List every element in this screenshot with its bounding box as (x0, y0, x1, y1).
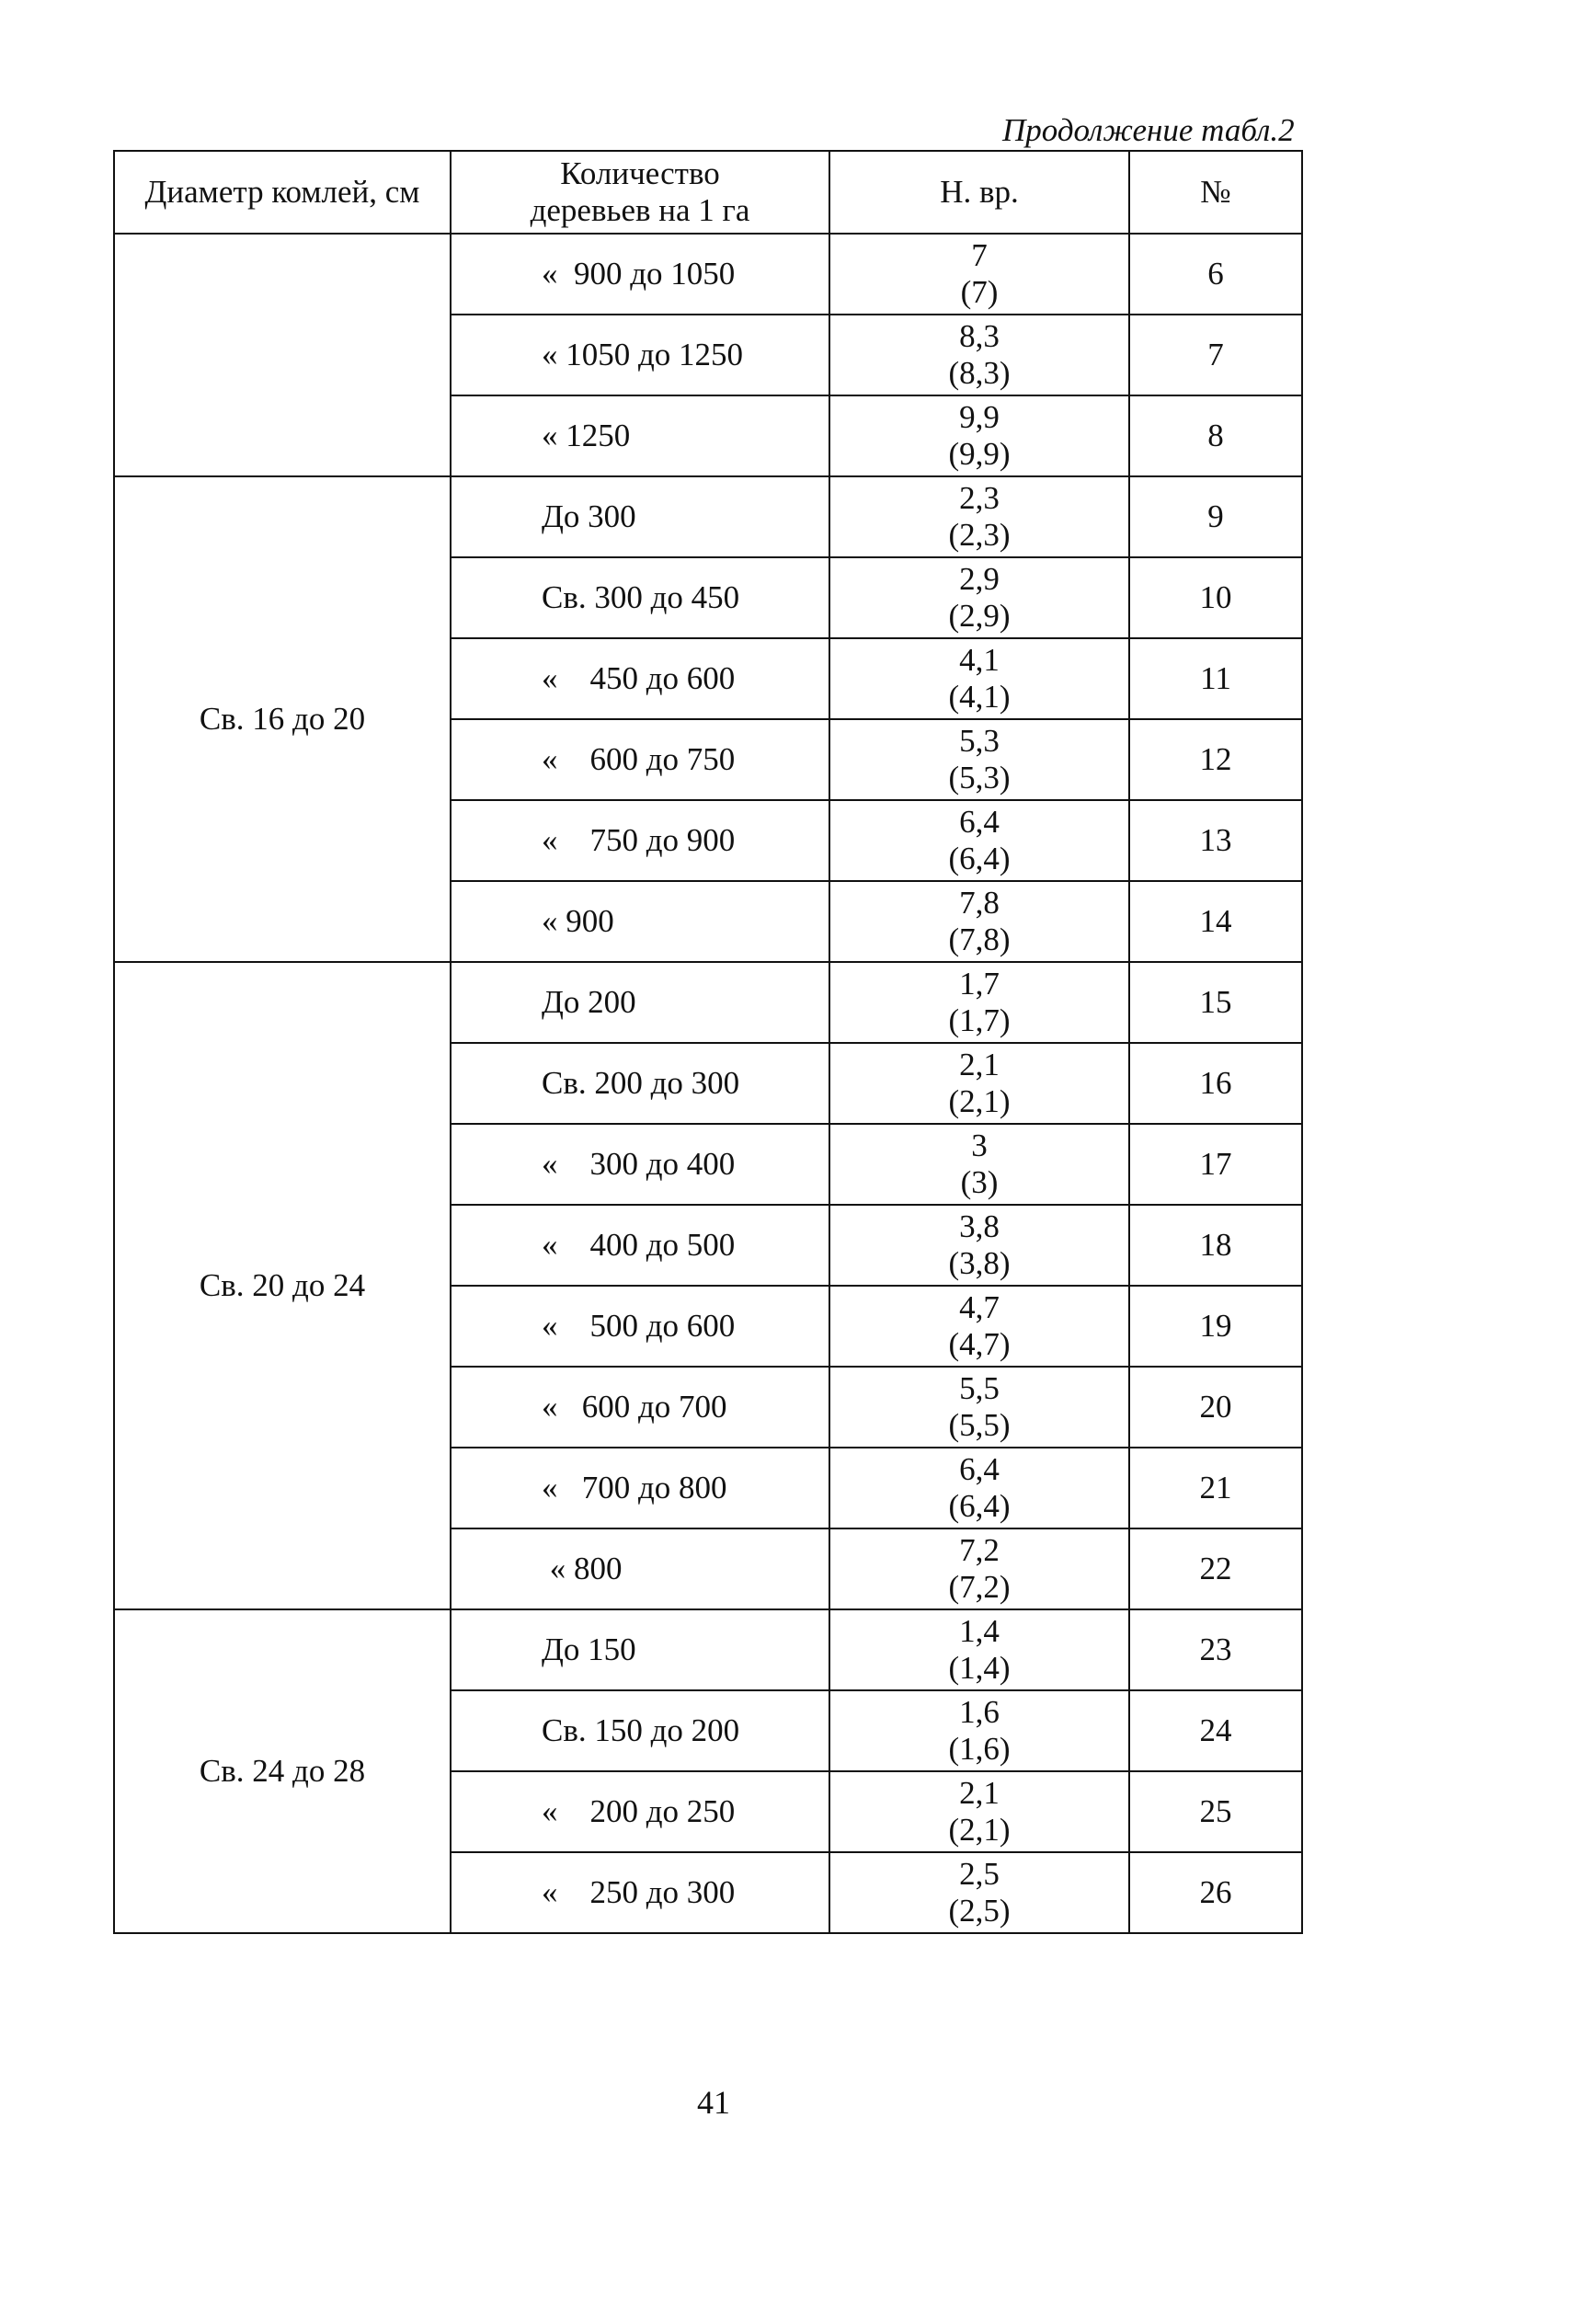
tree-count-cell: « 500 до 600 (451, 1286, 829, 1367)
row-number-cell: 11 (1129, 638, 1302, 719)
time-norm-cell (829, 1286, 1129, 1367)
time-norm-paren-value: (2,3) (948, 517, 1011, 553)
time-norm-value: 8,3 (959, 318, 1000, 354)
time-norm-value: 4,7 (959, 1289, 1000, 1325)
row-number-cell: 10 (1129, 557, 1302, 638)
time-norm-value: 2,1 (959, 1775, 1000, 1811)
tree-count-cell: « 750 до 900 (451, 800, 829, 881)
row-number-cell: 15 (1129, 962, 1302, 1043)
time-norm-value: 2,9 (959, 561, 1000, 597)
time-norm-cell (829, 1205, 1129, 1286)
page-number: 41 (697, 2084, 730, 2121)
time-norm-cell (829, 557, 1129, 638)
time-norm-paren-value: (1,4) (948, 1650, 1011, 1686)
tree-count-cell: До 300 (451, 476, 829, 557)
time-norm-paren-value: (4,7) (948, 1326, 1011, 1362)
time-norm-cell (829, 234, 1129, 315)
row-number-cell: 25 (1129, 1771, 1302, 1852)
table-continuation-caption: Продолжение табл.2 (1002, 112, 1295, 148)
tree-count-cell: До 150 (451, 1609, 829, 1690)
time-norm-paren-value: (1,7) (948, 1002, 1011, 1038)
tree-count-cell: « 200 до 250 (451, 1771, 829, 1852)
time-norm-cell (829, 1609, 1129, 1690)
tree-count-cell: « 800 (451, 1528, 829, 1609)
time-norm-cell (829, 881, 1129, 962)
tree-count-cell: « 900 (451, 881, 829, 962)
time-norm-value: 5,5 (959, 1370, 1000, 1406)
row-number-cell: 13 (1129, 800, 1302, 881)
time-norm-cell (829, 1528, 1129, 1609)
time-norm-cell (829, 1043, 1129, 1124)
time-norm-cell (829, 1690, 1129, 1771)
time-norm-value: 2,1 (959, 1047, 1000, 1082)
time-norm-paren-value: (6,4) (948, 1488, 1011, 1524)
row-number-cell: 23 (1129, 1609, 1302, 1690)
time-norm-paren-value: (7,8) (948, 922, 1011, 957)
time-norm-value: 5,3 (959, 723, 1000, 759)
time-norm-paren-value: (3) (960, 1164, 999, 1200)
tree-count-cell: « 600 до 700 (451, 1367, 829, 1448)
tree-count-cell: « 600 до 750 (451, 719, 829, 800)
time-norm-paren-value: (5,5) (948, 1407, 1011, 1443)
time-norm-value: 1,6 (959, 1694, 1000, 1730)
time-norm-cell (829, 638, 1129, 719)
row-number-cell: 14 (1129, 881, 1302, 962)
time-norm-value: 6,4 (959, 1451, 1000, 1487)
tree-count-cell: « 700 до 800 (451, 1448, 829, 1528)
header-tree-count-line2: деревьев на 1 га (530, 192, 750, 228)
time-norm-paren-value: (5,3) (948, 760, 1011, 796)
table-row (114, 962, 1302, 1043)
diameter-group-cell: Св. 20 до 24 (114, 962, 451, 1609)
time-norm-paren-value: (6,4) (948, 841, 1011, 876)
row-number-cell: 6 (1129, 234, 1302, 315)
time-norm-cell (829, 1771, 1129, 1852)
time-norm-paren-value: (7) (960, 274, 999, 310)
row-number-cell: 18 (1129, 1205, 1302, 1286)
time-norm-cell (829, 395, 1129, 476)
time-norm-value: 7 (971, 237, 988, 273)
time-norm-value: 6,4 (959, 804, 1000, 840)
table-row (114, 234, 1302, 315)
time-norm-paren-value: (9,9) (948, 436, 1011, 472)
header-number: № (1129, 151, 1302, 234)
diameter-group-cell: Св. 24 до 28 (114, 1609, 451, 1933)
time-norm-paren-value: (2,1) (948, 1083, 1011, 1119)
time-norm-cell (829, 1124, 1129, 1205)
row-number-cell: 24 (1129, 1690, 1302, 1771)
norm-table (113, 150, 1303, 1934)
time-norm-paren-value: (2,9) (948, 598, 1011, 634)
row-number-cell: 7 (1129, 315, 1302, 395)
row-number-cell: 12 (1129, 719, 1302, 800)
time-norm-cell (829, 962, 1129, 1043)
table-header-row (114, 151, 1302, 234)
time-norm-cell (829, 719, 1129, 800)
tree-count-cell: Св. 150 до 200 (451, 1690, 829, 1771)
time-norm-value: 1,4 (959, 1613, 1000, 1649)
header-time-norm: Н. вр. (829, 151, 1129, 234)
row-number-cell: 16 (1129, 1043, 1302, 1124)
time-norm-paren-value: (3,8) (948, 1245, 1011, 1281)
time-norm-value: 7,8 (959, 885, 1000, 921)
header-tree-count (451, 151, 829, 234)
time-norm-paren-value: (2,5) (948, 1893, 1011, 1929)
row-number-cell: 26 (1129, 1852, 1302, 1933)
diameter-group-cell: Св. 16 до 20 (114, 476, 451, 962)
time-norm-value: 2,5 (959, 1856, 1000, 1892)
time-norm-paren-value: (2,1) (948, 1812, 1011, 1848)
tree-count-cell: « 1250 (451, 395, 829, 476)
time-norm-value: 7,2 (959, 1532, 1000, 1568)
time-norm-paren-value: (1,6) (948, 1731, 1011, 1767)
row-number-cell: 21 (1129, 1448, 1302, 1528)
row-number-cell: 9 (1129, 476, 1302, 557)
time-norm-paren-value: (4,1) (948, 679, 1011, 715)
time-norm-value: 1,7 (959, 966, 1000, 1002)
time-norm-cell (829, 476, 1129, 557)
row-number-cell: 17 (1129, 1124, 1302, 1205)
table-body (114, 234, 1302, 1933)
tree-count-cell: Св. 300 до 450 (451, 557, 829, 638)
time-norm-value: 9,9 (959, 399, 1000, 435)
tree-count-cell: « 450 до 600 (451, 638, 829, 719)
table-row (114, 476, 1302, 557)
table-row (114, 1609, 1302, 1690)
time-norm-value: 4,1 (959, 642, 1000, 678)
time-norm-value: 2,3 (959, 480, 1000, 516)
time-norm-value: 3 (971, 1128, 988, 1163)
header-tree-count-line1: Количество (560, 155, 720, 191)
tree-count-cell: « 900 до 1050 (451, 234, 829, 315)
row-number-cell: 19 (1129, 1286, 1302, 1367)
tree-count-cell: Св. 200 до 300 (451, 1043, 829, 1124)
diameter-group-cell (114, 234, 451, 476)
time-norm-cell (829, 1367, 1129, 1448)
tree-count-cell: « 1050 до 1250 (451, 315, 829, 395)
time-norm-cell (829, 1448, 1129, 1528)
time-norm-cell (829, 315, 1129, 395)
time-norm-value: 3,8 (959, 1208, 1000, 1244)
row-number-cell: 8 (1129, 395, 1302, 476)
tree-count-cell: До 200 (451, 962, 829, 1043)
time-norm-cell (829, 800, 1129, 881)
tree-count-cell: « 300 до 400 (451, 1124, 829, 1205)
tree-count-cell: « 400 до 500 (451, 1205, 829, 1286)
time-norm-paren-value: (7,2) (948, 1569, 1011, 1605)
row-number-cell: 22 (1129, 1528, 1302, 1609)
header-diameter: Диаметр комлей, см (114, 151, 451, 234)
row-number-cell: 20 (1129, 1367, 1302, 1448)
time-norm-paren-value: (8,3) (948, 355, 1011, 391)
tree-count-cell: « 250 до 300 (451, 1852, 829, 1933)
time-norm-cell (829, 1852, 1129, 1933)
